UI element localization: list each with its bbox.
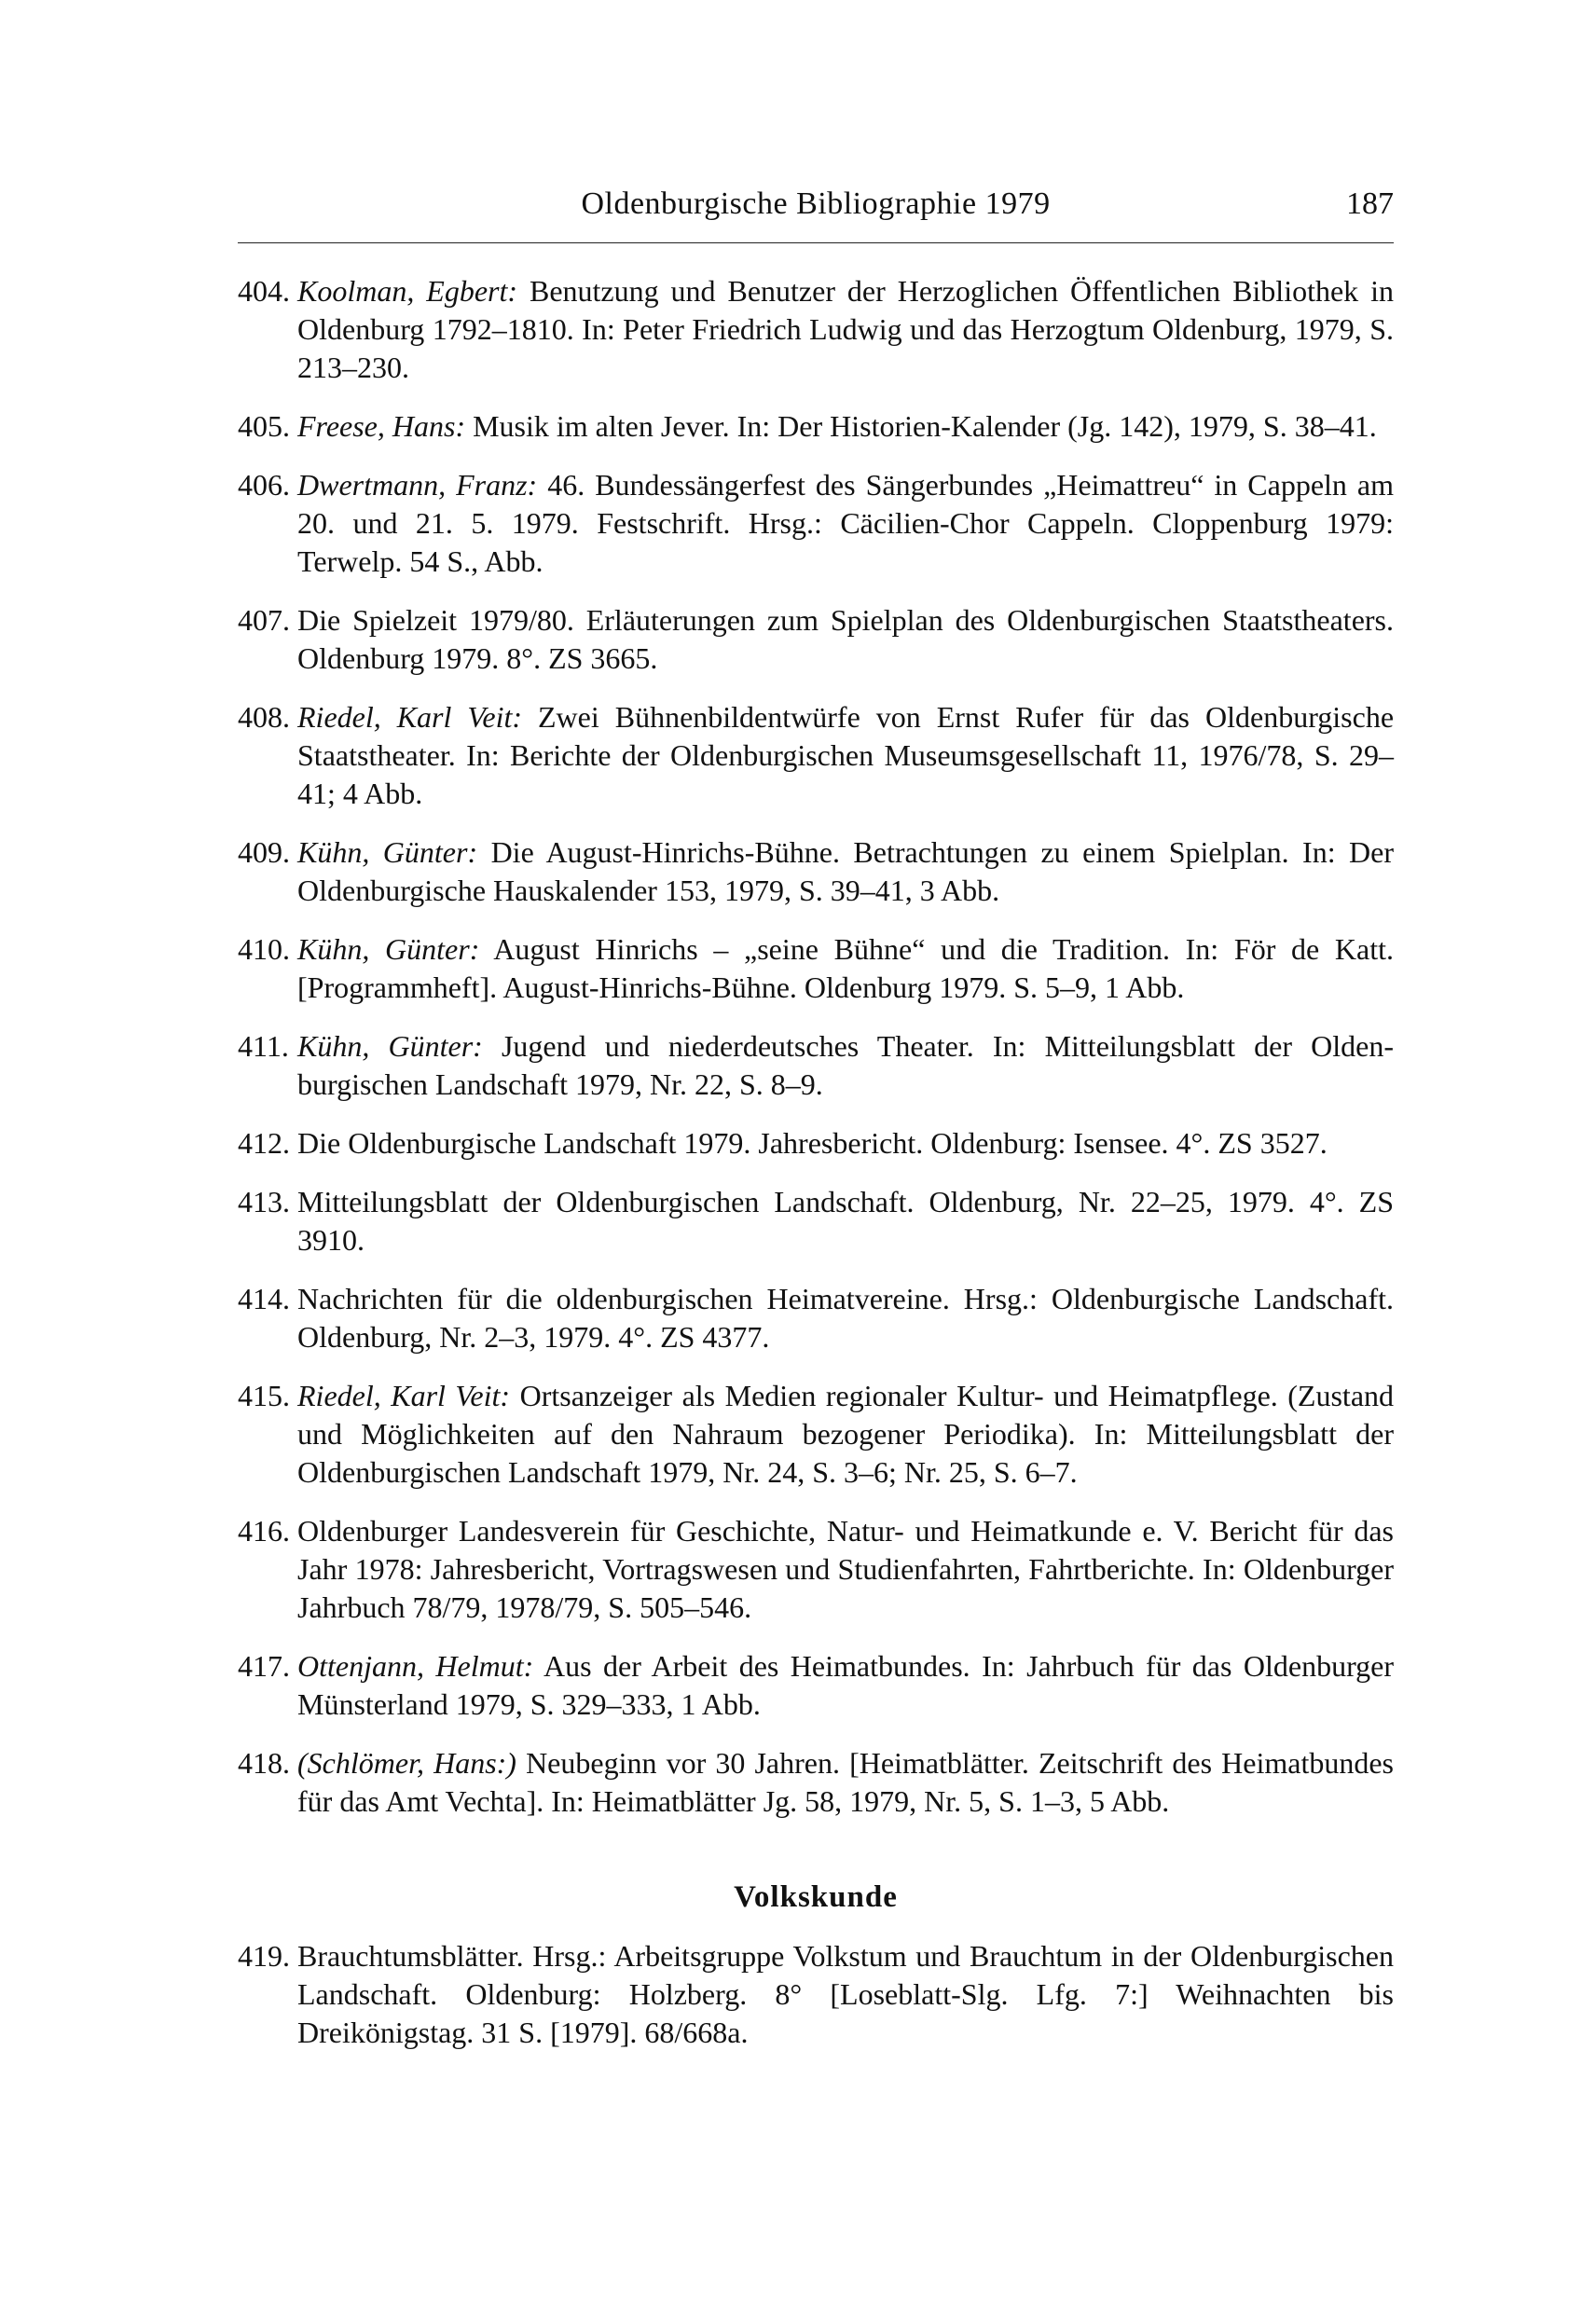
- entry-body: Oldenburger Landesverein für Geschichte, Natur- und Heimatkunde e. V. Bericht für das Jahr 1978: Jahresbericht, Vortragswesen und Studienfahrten, Fahrtberichte. In: Oldenburger Jahrbuch 78/79, 1978/79, S. 505–546.: [297, 1514, 1394, 1624]
- entry-number: 417.: [238, 1649, 290, 1683]
- bibliography-list: [238, 272, 1394, 2072]
- bibliography-entry: [238, 1937, 1394, 2052]
- entry-body: August Hinrichs – „seine Bühne“ und die Tradition. In: För de Katt. [Programmheft]. August-Hinrichs-Bühne. Oldenburg 1979. S. 5–9, 1 Abb.: [297, 932, 1395, 1004]
- entry-number: 419.: [238, 1939, 290, 1973]
- running-title: Oldenburgische Bibliographie 1979: [581, 186, 1051, 221]
- bibliography-entry: [238, 272, 1394, 387]
- entry-text: [297, 1512, 1394, 1627]
- bibliography-entry: [238, 1377, 1394, 1492]
- entry-text: [297, 833, 1394, 910]
- entry-author: Riedel, Karl Veit:: [297, 1379, 511, 1412]
- entry-number: 411.: [238, 1029, 289, 1063]
- bibliography-entry: [238, 407, 1394, 446]
- entry-number: 406.: [238, 468, 290, 502]
- entry-text: [297, 407, 1394, 446]
- bibliography-entry: [238, 930, 1394, 1007]
- entry-body: Ortsanzeiger als Medien regionaler Kultur- und Heimatpflege. (Zustand und Möglichkeiten auf den Nahraum bezogener Periodika). In: Mitteilungsblatt der Oldenburgischen Landschaft 1979, Nr. 24, S. 3–6; Nr. 25, S. 6–7.: [297, 1379, 1395, 1489]
- entry-body: 46. Bundessängerfest des Sängerbundes „Heimattreu“ in Cappeln am 20. und 21. 5. 1979. Festschrift. Hrsg.: Cäcilien-Chor Cappeln. Cloppenburg 1979: Terwelp. 54 S., Abb.: [297, 468, 1395, 578]
- entry-body: Brauchtumsblätter. Hrsg.: Arbeitsgruppe Volkstum und Brauchtum in der Oldenburgischen Landschaft. Oldenburg: Holzberg. 8° [Loseblatt-Slg. Lfg. 7:] Weihnachten bis Dreikönigstag. 31 S. [1979]. 68/668a.: [297, 1939, 1394, 2049]
- entry-number: 418.: [238, 1746, 290, 1780]
- entry-author: (Schlömer, Hans:): [297, 1746, 516, 1780]
- entry-number: 409.: [238, 835, 290, 869]
- entry-number: 412.: [238, 1126, 290, 1160]
- entry-text: [297, 698, 1394, 813]
- entry-author: Koolman, Egbert:: [297, 274, 518, 308]
- bibliography-entry: [238, 1744, 1394, 1821]
- entry-text: [297, 272, 1394, 387]
- bibliography-entry: [238, 1124, 1394, 1163]
- entry-author: Kühn, Günter:: [297, 835, 478, 869]
- entry-body: Zwei Bühnenbildentwürfe von Ernst Rufer für das Oldenburgische Staatstheater. In: Berichte der Oldenburgischen Museumsgesellschaft 11, 1976/78, S. 29–41; 4 Abb.: [297, 700, 1395, 810]
- entry-text: [297, 1027, 1394, 1104]
- section-heading-volkskunde: Volkskunde: [734, 1880, 898, 1914]
- entry-text: [297, 1124, 1394, 1163]
- entry-body: Benutzung und Benutzer der Herzoglichen Öffentlichen Bibliothek in Oldenburg 1792–1810. In: Peter Friedrich Ludwig und das Herzogtum Oldenburg, 1979, S. 213–230.: [297, 274, 1395, 384]
- entry-body: Mitteilungsblatt der Oldenburgischen Landschaft. Oldenburg, Nr. 22–25, 1979. 4°. ZS 3910.: [297, 1185, 1394, 1257]
- entry-text: [297, 1377, 1394, 1492]
- entry-body: Musik im alten Jever. In: Der Historien-Kalender (Jg. 142), 1979, S. 38–41.: [473, 409, 1377, 443]
- entry-author: Freese, Hans:: [297, 409, 466, 443]
- entry-text: [297, 930, 1394, 1007]
- bibliography-entry: [238, 1512, 1394, 1627]
- entry-body: Jugend und niederdeutsches Theater. In: Mitteilungsblatt der Oldenburgischen Landschaft 1979, Nr. 22, S. 8–9.: [297, 1029, 1394, 1101]
- entry-text: [297, 466, 1394, 581]
- entry-author: Kühn, Günter:: [297, 1029, 483, 1063]
- entry-text: [297, 1937, 1394, 2052]
- entry-number: 405.: [238, 409, 290, 443]
- bibliography-entry: [238, 698, 1394, 813]
- entry-author: Ottenjann, Helmut:: [297, 1649, 534, 1683]
- bibliography-entry: [238, 1183, 1394, 1259]
- entry-author: Kühn, Günter:: [297, 932, 480, 966]
- running-head: [238, 186, 1394, 233]
- entry-number: 410.: [238, 932, 290, 966]
- entry-text: [297, 1183, 1394, 1259]
- bibliography-entry: [238, 1647, 1394, 1724]
- bibliography-entry: [238, 833, 1394, 910]
- entry-number: 416.: [238, 1514, 290, 1548]
- bibliography-entry: [238, 466, 1394, 581]
- entry-number: 415.: [238, 1379, 290, 1412]
- entry-number: 407.: [238, 603, 290, 637]
- bibliography-entry: [238, 1280, 1394, 1356]
- entry-text: [297, 601, 1394, 678]
- entry-number: 404.: [238, 274, 290, 308]
- entry-number: 413.: [238, 1185, 290, 1218]
- header-rule: [238, 242, 1394, 243]
- entry-body: Neubeginn vor 30 Jahren. [Heimatblätter. Zeitschrift des Heimatbundes für das Amt Vechta]. In: Heimatblätter Jg. 58, 1979, Nr. 5, S. 1–3, 5 Abb.: [297, 1746, 1394, 1818]
- entry-number: 408.: [238, 700, 290, 734]
- page-number: 187: [1346, 186, 1394, 221]
- bibliography-entry: [238, 1027, 1394, 1104]
- entry-number: 414.: [238, 1282, 290, 1315]
- bibliography-entry: [238, 601, 1394, 678]
- entry-body: Die August-Hinrichs-Bühne. Betrachtungen zu einem Spielplan. In: Der Oldenburgische Hauskalender 153, 1979, S. 39–41, 3 Abb.: [297, 835, 1395, 907]
- entry-body: Aus der Arbeit des Heimatbundes. In: Jahrbuch für das Oldenburger Münsterland 1979, S. 329–333, 1 Abb.: [297, 1649, 1395, 1721]
- entry-body: Die Oldenburgische Landschaft 1979. Jahresbericht. Oldenburg: Isensee. 4°. ZS 3527.: [297, 1126, 1328, 1160]
- entry-author: Riedel, Karl Veit:: [297, 700, 523, 734]
- entry-text: [297, 1647, 1394, 1724]
- page: [238, 0, 1394, 2312]
- entry-text: [297, 1280, 1394, 1356]
- entry-author: Dwertmann, Franz:: [297, 468, 538, 502]
- entry-body: Die Spielzeit 1979/80. Erläuterungen zum Spielplan des Oldenburgischen Staatstheaters. Oldenburg 1979. 8°. ZS 3665.: [297, 603, 1394, 675]
- entry-text: [297, 1744, 1394, 1821]
- entry-body: Nachrichten für die oldenburgischen Heimatvereine. Hrsg.: Oldenburgische Landschaft. Oldenburg, Nr. 2–3, 1979. 4°. ZS 4377.: [297, 1282, 1394, 1354]
